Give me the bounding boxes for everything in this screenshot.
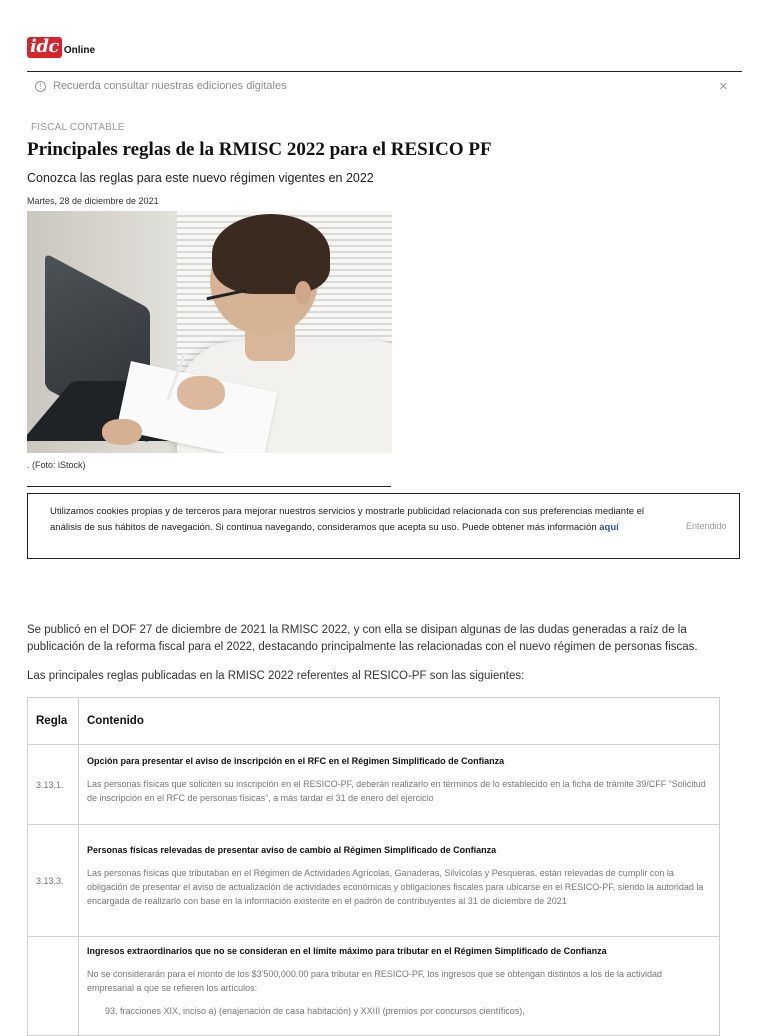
rule-content: [79, 937, 720, 1036]
cookie-message: Utilizamos cookies propias y de terceros para mejorar nuestros servicios y mostrarle publicidad relacionada con sus preferencias mediante el análisis de sus hábitos de navegación. Si continua navegando, consideramos que acepta su uso. Puede obtener más información: [50, 506, 645, 533]
rule-body: Las personas físicas que tributaban en el Régimen de Actividades Agrícolas, Ganaderas, Silvícolas y Pesqueras, están relevadas de cumplir con la obligación de presentar el aviso de actualización de actividades económicas y obligaciones fiscales para ubicarse en el RESICO-PF, siendo la autoridad la encargada de realizarlo con base en la información existente en el padrón de contribuyentes al 31 de diciembre de 2021: [87, 868, 704, 906]
article-photo: [27, 211, 392, 453]
rule-number: 3.13.1.: [28, 745, 79, 825]
rule-body: Las personas físicas que soliciten su inscripción en el RESICO-PF, deberán realizarlo en términos de lo establecido en la ficha de trámite 39/CFF “Solicitud de inscripción en el RFC de personas físicas”, a más tardar el 31 de enero del ejercicio: [87, 779, 706, 803]
article-subtitle: Conozca las reglas para este nuevo régimen vigentes en 2022: [27, 171, 374, 185]
rule-body: No se considerarán para el monto de los $3'500,000.00 para tributar en RESICO-PF, los ingresos que se obtengan distintos a los de la actividad empresarial a que se refieren los artículos:: [87, 969, 663, 993]
rule-number: 3.13.3.: [28, 825, 79, 937]
rule-title: Ingresos extraordinarios que no se consideran en el límite máximo para tributar en el Régimen Simplificado de Confianza: [87, 946, 607, 956]
column-header-rule: Regla: [28, 698, 79, 745]
article-paragraph: Se publicó en el DOF 27 de diciembre de 2021 la RMISC 2022, y con ella se disipan algunas de las dudas generadas a raíz de la publicación de la reforma fiscal para el 2022, destacando principalmente las relacionadas con el nuevo régimen de personas fiscas.: [27, 624, 698, 653]
table-header-row: [28, 698, 720, 745]
section-label[interactable]: FISCAL CONTABLE: [31, 122, 125, 133]
article-paragraph: Las principales reglas publicadas en la RMISC 2022 referentes al RESICO-PF son las siguientes:: [27, 670, 525, 682]
rule-content: [79, 825, 720, 937]
logo-suffix: Online: [63, 45, 96, 56]
rule-content: [79, 745, 720, 825]
caption-divider: [27, 486, 391, 487]
rule-title: Personas físicas relevadas de presentar aviso de cambio al Régimen Simplificado de Confianza: [87, 845, 497, 855]
table-row: [28, 937, 720, 1036]
info-icon: !: [35, 81, 46, 92]
header-divider: [27, 71, 742, 72]
site-logo[interactable]: [27, 37, 95, 58]
rules-table: [27, 697, 720, 1036]
table-row: [28, 825, 720, 937]
digital-editions-notice[interactable]: [35, 80, 287, 92]
close-icon[interactable]: ×: [719, 78, 728, 95]
cookie-banner: [27, 493, 740, 559]
photo-caption: . (Foto: iStock): [27, 460, 86, 470]
rule-title: Opción para presentar el aviso de inscripción en el RFC en el Régimen Simplificado de Confianza: [87, 756, 505, 766]
rule-list-item: 93, fracciones XIX, inciso a) (enajenación de casa habitación) y XXIII (premios por concursos científicos),: [105, 1006, 525, 1016]
rule-number: [28, 937, 79, 1036]
article-date: Martes, 28 de diciembre de 2021: [27, 196, 159, 206]
cookie-accept-button[interactable]: Entendido: [686, 521, 727, 531]
column-header-content: Contenido: [79, 698, 720, 745]
table-row: [28, 745, 720, 825]
notice-text: Recuerda consultar nuestras ediciones digitales: [53, 80, 287, 92]
article-title: Principales reglas de la RMISC 2022 para el RESICO PF: [27, 139, 492, 160]
cookie-text: [50, 504, 650, 536]
logo-mark: idc: [27, 37, 62, 58]
cookie-info-link[interactable]: aquí: [599, 522, 619, 533]
